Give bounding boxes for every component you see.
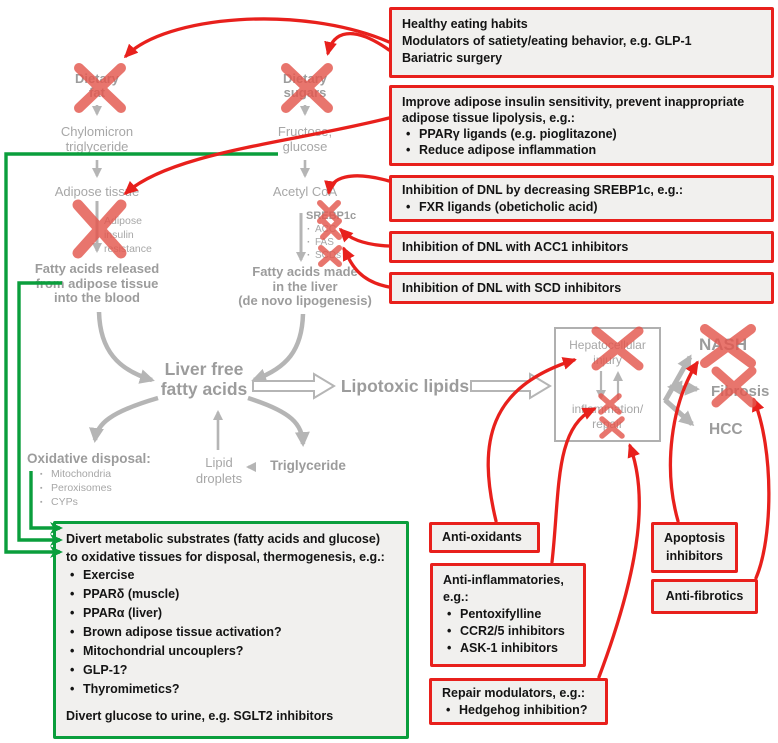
anti-inflam-bullet1: • Pentoxifylline (443, 606, 573, 623)
node-liver-free-fatty-acids (134, 359, 274, 399)
oxidative-item-mitochondria: ▪ Mitochondria (40, 467, 151, 481)
srebp-item-fas: · FAS (306, 236, 376, 249)
node-fatty-acids-released (17, 262, 177, 306)
red-arrow-repairmod-to-repair (599, 446, 639, 677)
box-srebp-inhibition (389, 175, 774, 222)
outcome-fan-arrows (665, 357, 697, 424)
box-divert-substrates (53, 521, 409, 739)
repair-mod-line1: Repair modulators, e.g.: (442, 686, 586, 700)
divert-bullet-bat: • Brown adipose tissue activation? (66, 623, 396, 642)
box-anti-inflammatories (430, 563, 586, 667)
hollow-arrow-lipotoxic-to-injury (471, 374, 550, 398)
droplets-line2: droplets (195, 471, 243, 486)
droplets-line1: Lipid (205, 455, 233, 470)
node-fructose-line1: Fructose, (277, 124, 333, 139)
divert-bullet-exercise: • Exercise (66, 566, 396, 585)
node-dietary-fat-line1: Dietary (74, 71, 120, 86)
srebp-item-scds: · SCDs (306, 249, 376, 262)
box-apoptosis-inhibitors (651, 522, 738, 573)
anti-fibrotics-label: Anti-fibrotics (665, 589, 744, 603)
node-chylomicron-line2: triglyceride (65, 138, 129, 154)
divert-line1: Divert metabolic substrates (fatty acids and glucose) (66, 532, 380, 546)
divert-bullet-ppara: • PPARα (liver) (66, 604, 396, 623)
box-anti-oxidants (429, 522, 540, 553)
arrow-ffa-to-oxidative (95, 398, 158, 440)
adipose-sens-bullet2: • Reduce adipose inflammation (402, 142, 761, 158)
node-fructose-glucose (260, 125, 350, 154)
anti-inflam-line1: Anti-inflammatories, (443, 573, 564, 587)
apoptosis-line1: Apoptosis (663, 531, 726, 545)
fam-line1: Fatty acids made (252, 264, 358, 279)
fam-line3: (de novo lipogenesis) (238, 293, 372, 308)
repair-mod-bullet1: • Hedgehog inhibition? (442, 702, 595, 719)
divert-bullet-uncouplers: • Mitochondrial uncouplers? (66, 642, 396, 661)
adipose-sens-line1: Improve adipose insulin sensitivity, prevent inappropriate (402, 95, 745, 109)
node-nash: NASH (699, 335, 748, 354)
divert-bullet-thyromimetics: • Thyromimetics? (66, 680, 396, 699)
eating-line3: Bariatric surgery (402, 51, 503, 65)
node-lipotoxic-lipids: Lipotoxic lipids (340, 376, 470, 396)
node-fibrosis: Fibrosis (711, 383, 770, 400)
node-chylomicron-line1: Chylomicron (60, 124, 134, 139)
acc1-label: Inhibition of DNL with ACC1 inhibitors (402, 240, 629, 254)
node-srebp-block (306, 210, 376, 262)
eating-line1: Healthy eating habits (402, 17, 528, 31)
box-repair-modulators (429, 678, 608, 725)
srebp-item-acc: · ACC (306, 223, 376, 236)
node-dietary-sugars-line1: Dietary (282, 71, 328, 86)
srebp-inh-line1: Inhibition of DNL by decreasing SREBP1c, e.g.: (402, 183, 684, 197)
air-line1: Adipose (104, 215, 142, 227)
node-hcc: HCC (709, 421, 743, 438)
node-fatty-acids-made (222, 265, 388, 309)
srebp-inh-bullet1: • FXR ligands (obeticholic acid) (402, 199, 761, 216)
injury-repair-box (554, 327, 661, 442)
anti-oxidants-label: Anti-oxidants (442, 530, 522, 544)
arrow-injury-to-nash (665, 357, 690, 401)
node-dietary-fat (57, 72, 137, 100)
injury-label (556, 338, 659, 368)
oxidative-title: Oxidative disposal: (27, 451, 151, 466)
box-scd-inhibitors (389, 272, 774, 304)
arrow-injury-fibrosis-double (670, 387, 697, 389)
divert-footer: Divert glucose to urine, e.g. SGLT2 inhibitors (66, 709, 334, 723)
injury-line1: Hepatocellular (569, 338, 646, 352)
injury-line2: injury (593, 353, 622, 367)
node-adipose-insulin-resistance (104, 214, 174, 256)
divert-bullet-glp1: • GLP-1? (66, 661, 396, 680)
node-oxidative-disposal (27, 451, 151, 509)
red-arrow-eating-to-sugars (328, 34, 389, 53)
srebp-title: SREBP1c (306, 210, 357, 222)
node-dietary-sugars (265, 72, 345, 100)
lffa-line2: fatty acids (160, 379, 248, 399)
box-acc1-inhibitors (389, 231, 774, 263)
node-fructose-line2: glucose (282, 138, 328, 154)
red-arrow-eating-to-fat (126, 19, 389, 56)
inflammation-repair-label (556, 402, 659, 432)
divert-bullet-ppard: • PPARδ (muscle) (66, 585, 396, 604)
box-adipose-sensitivity (389, 85, 774, 166)
node-acetyl-coa: Acetyl CoA (272, 184, 338, 199)
anti-inflam-bullet2: • CCR2/5 inhibitors (443, 623, 573, 640)
node-chylomicron (42, 125, 152, 154)
repair-line: repair (592, 417, 623, 431)
lffa-line1: Liver free (164, 359, 244, 379)
red-arrow-apoptosis-to-nash (670, 363, 697, 521)
node-dietary-sugars-line2: sugars (283, 85, 327, 100)
adipose-sens-line2: adipose tissue lipolysis, e.g.: (402, 111, 575, 125)
divert-line2: to oxidative tissues for disposal, thermogenesis, e.g.: (66, 549, 385, 564)
adipose-sens-bullet1: • PPARγ ligands (e.g. pioglitazone) (402, 126, 761, 142)
inflammation-line: inflammation/ (571, 402, 644, 416)
arrow-ffa-to-triglyceride (248, 398, 303, 444)
anti-inflam-bullet3: • ASK-1 inhibitors (443, 640, 573, 657)
node-triglyceride: Triglyceride (270, 458, 346, 473)
oxidative-item-cyps: ▪ CYPs (40, 495, 151, 509)
box-anti-fibrotics (651, 579, 758, 614)
far-line3: into the blood (54, 290, 140, 305)
arrow-injury-to-hcc (665, 400, 692, 424)
node-adipose-tissue: Adipose tissue (54, 184, 140, 199)
box-healthy-eating (389, 7, 774, 78)
apoptosis-line2: inhibitors (666, 549, 723, 563)
node-lipid-droplets (185, 455, 253, 487)
far-line1: Fatty acids released (34, 261, 160, 276)
oxidative-item-peroxisomes: ▪ Peroxisomes (40, 481, 151, 495)
far-line2: from adipose tissue (35, 275, 159, 291)
air-line3: resistance (104, 243, 152, 255)
node-dietary-fat-line2: fat (89, 85, 105, 100)
scd-label: Inhibition of DNL with SCD inhibitors (402, 281, 622, 295)
fam-line2: in the liver (272, 278, 338, 294)
eating-line2: Modulators of satiety/eating behavior, e.g. GLP-1 (402, 34, 692, 48)
air-line2: insulin (104, 229, 134, 241)
anti-inflam-line2: e.g.: (443, 590, 469, 604)
red-arrow-antifibrotics-to-fibrosis (754, 400, 769, 578)
